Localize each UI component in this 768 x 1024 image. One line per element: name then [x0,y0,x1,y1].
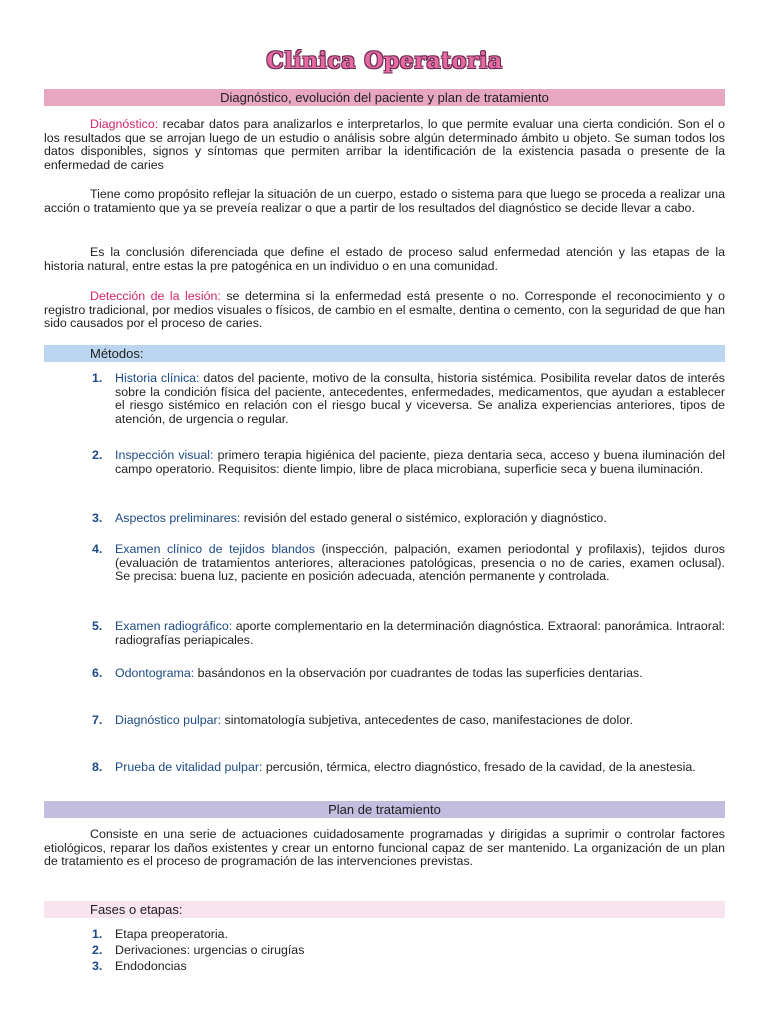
list-text: aporte complementario en la determinación diagnóstica. Extraoral: panorámica. Intraoral: radiografías periapicales. [115,619,725,647]
list-text: Endodoncias [115,959,187,973]
list-number: 8. [92,760,103,774]
list-item [92,542,725,584]
list-number: 1. [92,927,103,941]
page-title: Clínica Operatoria [266,48,503,74]
list-item [92,959,187,973]
list-number: 1. [92,371,103,385]
term-deteccion: Detección de la lesión: [90,289,221,303]
list-text: percusión, térmica, electro diagnóstico, fresado de la cavidad, de la anestesia. [262,760,696,774]
list-item [92,943,305,957]
section-header-metodos: Métodos: [44,345,725,362]
list-number: 2. [92,448,103,462]
list-term: Historia clínica: [115,371,200,385]
paragraph-diagnostico [44,118,725,172]
list-item [92,619,725,647]
section-header-plan: Plan de tratamiento [44,801,725,818]
list-number: 3. [92,959,103,973]
list-number: 6. [92,666,103,680]
paragraph-text: se determina si la enfermedad está presente o no. Corresponde el reconocimiento y o registro tradicional, por medios visuales o físicos, de cambio en el esmalte, dentina o cemento, con la seguridad de que han sido causados por el proceso de caries. [44,289,725,331]
list-term: Aspectos preliminares: [115,511,241,525]
list-item [92,713,725,728]
list-term: Inspección visual: [115,448,214,462]
list-term: Odontograma: [115,666,195,680]
section-header-diagnostico: Diagnóstico, evolución del paciente y plan de tratamiento [44,89,725,106]
paragraph-deteccion [44,290,725,331]
list-number: 4. [92,542,103,556]
list-item [92,666,725,681]
list-number: 2. [92,943,103,957]
paragraph-proposito: Tiene como propósito reflejar la situación de un cuerpo, estado o sistema para que luego se proceda a realizar una acción o tratamiento que ya se preveía realizar o que a partir de los resultados del diagnóstico se decide llevar a cabo. [44,187,725,215]
list-text: sintomatología subjetiva, antecedentes de caso, manifestaciones de dolor. [221,713,633,727]
list-text: datos del paciente, motivo de la consulta, historia sistémica. Posibilita revelar datos de interés sobre la condición física del paciente, antecedentes, enfermedades, medicamentos, que ayudan a establecer el riesgo sistémico en relación con el riesgo bucal y viceversa. Se analiza experiencias anteriores, tipos de atención, de urgencia o regular. [115,371,725,426]
list-text: Etapa preoperatoria. [115,927,228,941]
list-term: Diagnóstico pulpar: [115,713,222,727]
list-term: Examen radiográfico: [115,619,233,633]
list-text: basándonos en la observación por cuadrantes de todas las superficies dentarias. [194,666,643,680]
list-term: Prueba de vitalidad pulpar: [115,760,263,774]
list-item [92,511,725,526]
term-diagnostico: Diagnóstico: [90,117,159,131]
paragraph-plan: Consiste en una serie de actuaciones cuidadosamente programadas y dirigidas a suprimir o controlar factores etiológicos, reparar los daños existentes y crear un entorno funcional capaz de ser mantenido. La organización de un plan de tratamiento es el proceso de programación de las intervenciones previstas. [44,827,725,869]
list-item [92,371,725,426]
paragraph-conclusion: Es la conclusión diferenciada que define el estado de proceso salud enfermedad atención y las etapas de la historia natural, entre estas la pre patogénica en un individuo o en una comunidad. [44,245,725,273]
list-number: 7. [92,713,103,727]
list-item [92,760,725,775]
paragraph-text: recabar datos para analizarlos e interpretarlos, lo que permite evaluar una cierta condición. Son el o los resultados que se arrojan luego de un estudio o análisis sobre algún determinado ámbito u objeto. Se suman todos los datos disponibles, signos y síntomas que permiten arribar la identificación de la existencia pasada o presente de la enfermedad de caries [44,117,725,172]
list-text: primero terapia higiénica del paciente, pieza dentaria seca, acceso y buena iluminación del campo operatorio. Requisitos: diente limpio, libre de placa microbiana, superficie seca y buena iluminación. [115,448,725,476]
list-number: 3. [92,511,103,525]
list-term: Examen clínico de tejidos blandos [115,542,315,556]
list-text: Derivaciones: urgencias o cirugías [115,943,305,957]
list-item [92,448,725,476]
list-item [92,927,228,941]
list-text: (inspección, palpación, examen periodontal y profilaxis), tejidos duros (evaluación de tratamientos anteriores, alteraciones patológicas, presencia o no de caries, examen oclusal). Se precisa: buena luz, paciente en posición adecuada, atención permanente y controlada. [115,542,725,584]
section-header-fases: Fases o etapas: [44,901,725,918]
list-number: 5. [92,619,103,633]
list-text: revisión del estado general o sistémico, exploración y diagnóstico. [240,511,607,525]
